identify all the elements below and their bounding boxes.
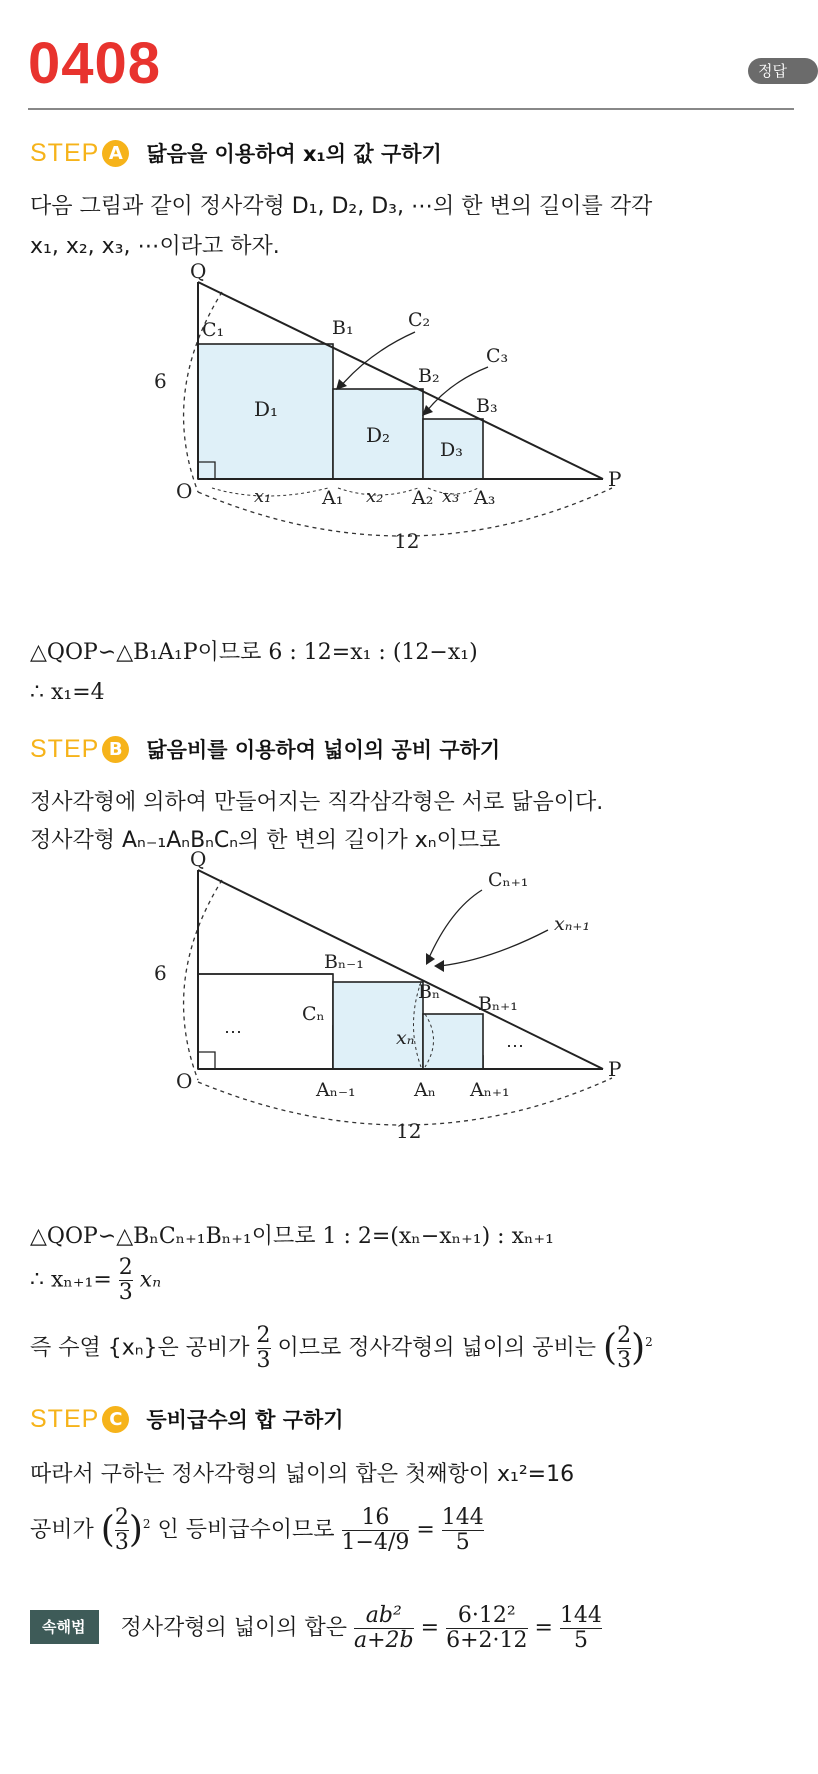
step-b-title: 닮음비를 이용하여 넓이의 공비 구하기 (146, 738, 501, 762)
label-bn-minus-1: Bₙ₋₁ (324, 951, 364, 973)
quick-method: 속해법 정사각형의 넓이의 합은 $\frac{\text{ab²}}{a+2b}$ = $\frac{\text{6·12²}}{6+2\cdot 12}$ = $\frac{144}{5}$ (30, 1604, 602, 1653)
series-sum-fraction: $\frac{16}{1-4/9}$ (341, 1505, 410, 1555)
label-o: O (176, 479, 193, 503)
figure-2-general-squares (150, 847, 710, 1210)
base-12-arc (198, 1078, 612, 1125)
answer-badge[interactable]: 정답 (748, 58, 818, 84)
step-b-heading (30, 734, 500, 764)
header-divider (28, 108, 794, 110)
label-b2: B₂ (418, 365, 440, 387)
step-a-line-2: x₁, x₂, x₃, ⋯이라고 하자. (30, 234, 280, 259)
step-b-ratio: 즉 수열 {xₙ}은 공비가 $\frac{2}{3}$ 이므로 정사각형의 넓이의 공비는 ( $\frac{2}{3}$ )$^2$ (30, 1323, 653, 1373)
fraction-two-thirds: $\frac{2}{3}$ (118, 1255, 133, 1305)
label-q: Q (190, 847, 207, 871)
step-label: STEP (30, 1405, 100, 1433)
step-label: STEP (30, 735, 100, 763)
label-base-12: 12 (394, 529, 420, 553)
label-d2: D₂ (366, 423, 391, 447)
arrow-xn1 (440, 930, 548, 966)
problem-number: 0408 (28, 31, 162, 96)
label-base-12: 12 (396, 1119, 422, 1143)
step-b-badge: B (102, 736, 129, 763)
arrow-cn1 (428, 890, 482, 960)
step-a-result: ∴ x₁=4 (30, 680, 105, 705)
label-p: P (608, 467, 622, 491)
label-bn-plus-1: Bₙ₊₁ (478, 993, 518, 1015)
step-c-badge: C (102, 1406, 129, 1433)
label-xn: xₙ (396, 1027, 415, 1049)
label-b1: B₁ (332, 317, 354, 339)
label-c3: C₃ (486, 345, 509, 367)
fraction-common-ratio: $\frac{2}{3}$ (256, 1323, 271, 1373)
label-cn-plus-1: Cₙ₊₁ (488, 869, 529, 891)
label-an: Aₙ (414, 1079, 436, 1101)
quick-formula-values: $\frac{\text{6·12²}}{6+2\cdot 12}$ (446, 1603, 528, 1653)
step-c-sum: 공비가 ( $\frac{2}{3}$ )$^2$ 인 등비급수이므로 $\frac{16}{1-4/9}$ = $\frac{144}{5}$ (30, 1505, 484, 1555)
step-a-line-1: 다음 그림과 같이 정사각형 D₁, D₂, D₃, ⋯의 한 변의 길이를 각각 (30, 194, 653, 219)
step-c-heading (30, 1404, 344, 1434)
step-c-line-1: 따라서 구하는 정사각형의 넓이의 합은 첫째항이 x₁²=16 (30, 1462, 575, 1487)
fraction-area-ratio: $\frac{2}{3}$ (617, 1323, 632, 1373)
label-c1: C₁ (202, 319, 225, 341)
step-b-line-2: 정사각형 Aₙ₋₁AₙBₙCₙ의 한 변의 길이가 xₙ이므로 (30, 828, 501, 853)
quick-formula: $\frac{\text{ab²}}{a+2b}$ (354, 1603, 414, 1653)
step-label: STEP (30, 139, 100, 167)
step-a-heading (30, 138, 442, 168)
right-angle-mark (198, 1052, 215, 1069)
label-q: Q (190, 259, 207, 283)
quick-method-tag: 속해법 (30, 1610, 99, 1644)
step-a-badge: A (102, 140, 129, 167)
series-sum-result: $\frac{144}{5}$ (441, 1505, 484, 1555)
label-an-minus-1: Aₙ₋₁ (316, 1079, 356, 1101)
quick-formula-result: $\frac{144}{5}$ (559, 1603, 602, 1653)
label-x1: x₁ (254, 486, 272, 507)
label-side-6: 6 (154, 369, 167, 393)
label-side-6: 6 (154, 961, 167, 985)
label-a3: A₃ (474, 487, 496, 509)
label-a2: A₂ (412, 487, 434, 509)
dots-left: ⋯ (224, 1022, 242, 1043)
label-b3: B₃ (476, 395, 498, 417)
label-xn-plus-1: xₙ₊₁ (554, 913, 591, 935)
step-b-line-1: 정사각형에 의하여 만들어지는 직각삼각형은 서로 닮음이다. (30, 790, 604, 815)
side-6-arc (184, 880, 222, 1080)
step-a-title: 닮음을 이용하여 x₁의 값 구하기 (146, 142, 442, 166)
step-b-similarity: △QOP∽△BₙCₙ₊₁Bₙ₊₁이므로 1 : 2=(xₙ−xₙ₊₁) : xₙ₊₁ (30, 1224, 554, 1249)
label-cn: Cₙ (302, 1003, 325, 1025)
step-a-similarity: △QOP∽△B₁A₁P이므로 6 : 12=x₁ : (12−x₁) (30, 640, 478, 665)
label-d3: D₃ (440, 439, 463, 461)
label-c2: C₂ (408, 309, 431, 331)
label-bn: Bₙ (418, 981, 441, 1003)
step-c-title: 등비급수의 합 구하기 (146, 1408, 344, 1432)
step-b-recurrence: ∴ xₙ₊₁= $\frac{2}{3}$ xₙ (30, 1255, 162, 1305)
figure-1-similar-squares (150, 259, 710, 622)
arrow-c2 (340, 332, 415, 387)
label-d1: D₁ (254, 397, 279, 421)
label-x3: x₃ (442, 486, 460, 507)
label-o: O (176, 1069, 193, 1093)
label-an-plus-1: Aₙ₊₁ (470, 1079, 510, 1101)
label-x2: x₂ (366, 486, 384, 507)
label-p: P (608, 1057, 622, 1081)
dots-right: ⋯ (506, 1036, 524, 1057)
label-a1: A₁ (322, 487, 344, 509)
